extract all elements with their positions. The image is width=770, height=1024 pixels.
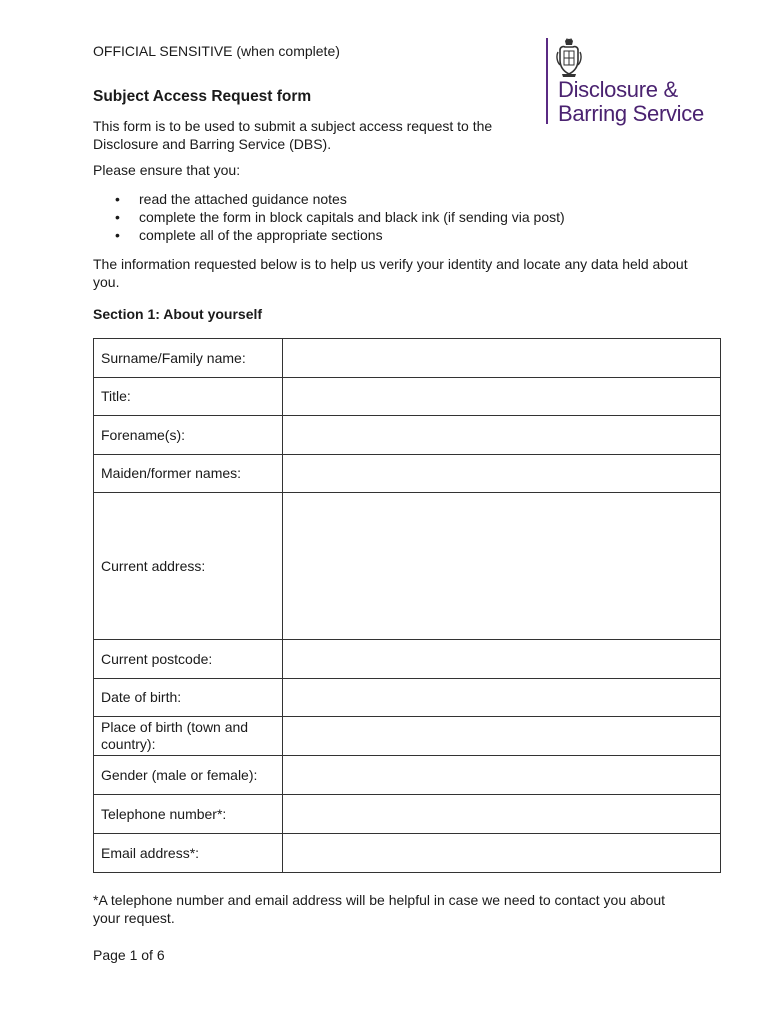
current-address-label: Current address: [94, 493, 283, 640]
logo-divider [546, 38, 548, 124]
surname-label: Surname/Family name: [94, 339, 283, 378]
gender-field[interactable] [283, 756, 721, 795]
classification-marking: OFFICIAL SENSITIVE (when complete) [93, 43, 340, 59]
table-row [94, 339, 721, 378]
table-row [94, 756, 721, 795]
table-row [94, 378, 721, 416]
list-item: • read the attached guidance notes [93, 190, 565, 208]
date-of-birth-field[interactable] [283, 679, 721, 717]
section-heading: Section 1: About yourself [93, 306, 263, 322]
email-label: Email address*: [94, 834, 283, 873]
current-postcode-label: Current postcode: [94, 640, 283, 679]
logo-line-2: Barring Service [558, 101, 704, 126]
about-yourself-table [93, 338, 721, 873]
list-item: • complete all of the appropriate sections [93, 226, 565, 244]
date-of-birth-label: Date of birth: [94, 679, 283, 717]
table-row [94, 455, 721, 493]
page-number: Page 1 of 6 [93, 947, 165, 963]
logo-line-1: Disclosure & [558, 77, 678, 102]
place-of-birth-label: Place of birth (town and country): [94, 717, 283, 756]
table-row [94, 717, 721, 756]
email-field[interactable] [283, 834, 721, 873]
title-field[interactable] [283, 378, 721, 416]
dbs-logo [546, 38, 746, 128]
table-row [94, 493, 721, 640]
table-row [94, 416, 721, 455]
gender-label: Gender (male or female): [94, 756, 283, 795]
maiden-names-field[interactable] [283, 455, 721, 493]
surname-field[interactable] [283, 339, 721, 378]
table-row [94, 834, 721, 873]
info-paragraph: The information requested below is to help us verify your identity and locate any data held about you. [93, 256, 688, 290]
instructions-list [93, 190, 565, 244]
intro-paragraph: This form is to be used to submit a subject access request to the Disclosure and Barring Service (DBS). [93, 118, 493, 152]
contact-footnote: *A telephone number and email address will be helpful in case we need to contact you about your request. [93, 892, 666, 926]
current-postcode-field[interactable] [283, 640, 721, 679]
table-row [94, 679, 721, 717]
logo-wordmark [558, 78, 704, 126]
table-row [94, 795, 721, 834]
title-label: Title: [94, 378, 283, 416]
forenames-field[interactable] [283, 416, 721, 455]
royal-crest-icon [556, 38, 582, 78]
current-address-field[interactable] [283, 493, 721, 640]
ensure-text: Please ensure that you: [93, 162, 241, 178]
maiden-names-label: Maiden/former names: [94, 455, 283, 493]
list-item: • complete the form in block capitals and black ink (if sending via post) [93, 208, 565, 226]
telephone-label: Telephone number*: [94, 795, 283, 834]
telephone-field[interactable] [283, 795, 721, 834]
document-title: Subject Access Request form [93, 88, 312, 105]
place-of-birth-field[interactable] [283, 717, 721, 756]
forenames-label: Forename(s): [94, 416, 283, 455]
table-row [94, 640, 721, 679]
